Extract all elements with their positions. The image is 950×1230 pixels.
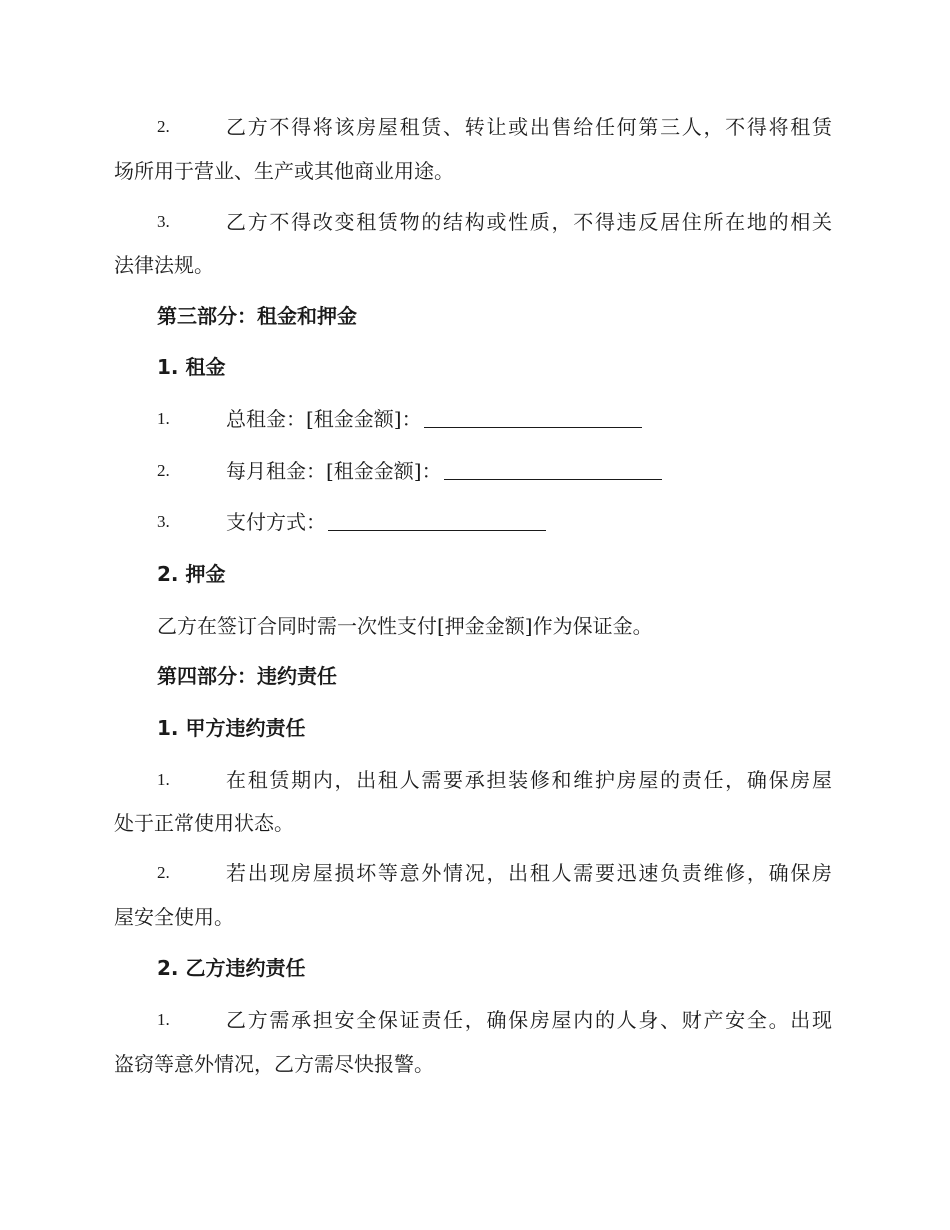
list-item-text: 在租赁期内，出租人需要承担装修和维护房屋的责任，确保房屋 — [226, 768, 832, 792]
list-item-number: 1. — [157, 409, 170, 428]
list-item-continuation: 场所用于营业、生产或其他商业用途。 — [114, 159, 454, 183]
list-item-text: 若出现房屋损坏等意外情况，出租人需要迅速负责维修，确保房 — [226, 861, 832, 885]
list-item-number: 2. — [157, 117, 170, 136]
list-item-continuation: 处于正常使用状态。 — [114, 811, 294, 835]
subsection-heading: 2. 乙方违约责任 — [157, 956, 306, 980]
list-item-number: 1. — [157, 770, 170, 789]
payment-method-field — [226, 506, 546, 538]
list-item-text: 乙方不得将该房屋租赁、转让或出售给任何第三人，不得将租赁 — [226, 115, 832, 139]
list-item-number: 3. — [157, 512, 170, 531]
subsection-heading: 1. 甲方违约责任 — [157, 716, 306, 740]
subsection-heading: 2. 押金 — [157, 562, 226, 586]
list-item-text: 乙方需承担安全保证责任，确保房屋内的人身、财产安全。出现 — [226, 1008, 832, 1032]
fill-in-blank — [444, 459, 662, 480]
subsection-heading: 1. 租金 — [157, 355, 226, 379]
fill-in-blank — [424, 407, 642, 428]
paragraph: 乙方在签订合同时需一次性支付[押金金额]作为保证金。 — [157, 614, 653, 638]
list-item-continuation: 盗窃等意外情况，乙方需尽快报警。 — [114, 1052, 434, 1076]
list-item-continuation: 法律法规。 — [114, 253, 214, 277]
field-label: 支付方式： — [226, 510, 326, 534]
rent-total-field — [226, 403, 642, 435]
fill-in-blank — [328, 510, 546, 531]
field-label: 总租金：[租金金额]： — [226, 407, 422, 431]
list-item-text: 乙方不得改变租赁物的结构或性质，不得违反居住所在地的相关 — [226, 210, 832, 234]
list-item-number: 2. — [157, 863, 170, 882]
list-item-continuation: 屋安全使用。 — [114, 905, 234, 929]
section-title: 第四部分：违约责任 — [157, 664, 337, 688]
list-item-number: 1. — [157, 1010, 170, 1029]
field-label: 每月租金：[租金金额]： — [226, 459, 442, 483]
list-item-number: 3. — [157, 212, 170, 231]
list-item-number: 2. — [157, 461, 170, 480]
section-title: 第三部分：租金和押金 — [157, 304, 357, 328]
rent-monthly-field — [226, 455, 662, 487]
